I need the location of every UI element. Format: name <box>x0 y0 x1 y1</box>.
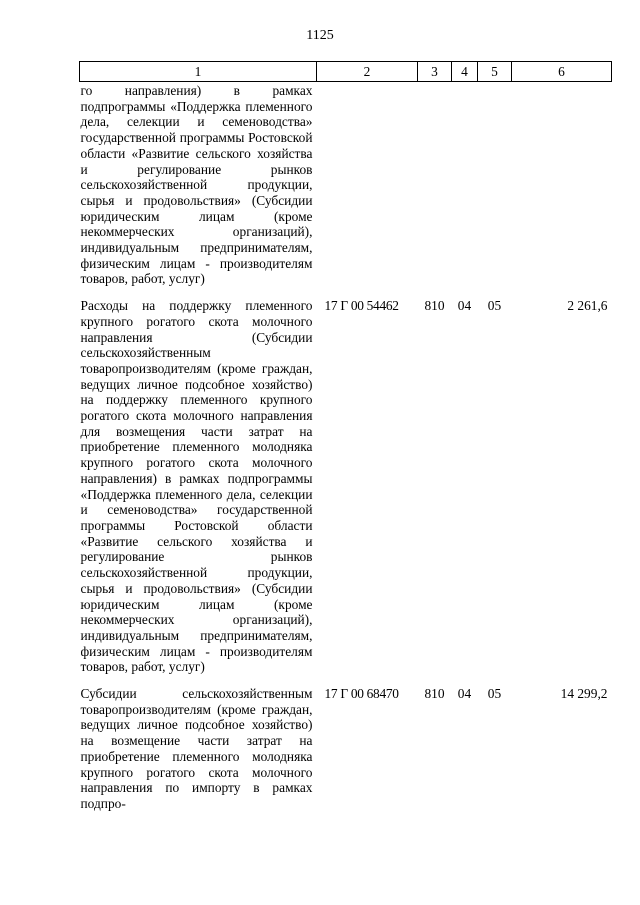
column-header-4: 4 <box>452 62 478 82</box>
row-description: го направления) в рамках подпрограммы «Поддержка племенного дела, селекции и семеноводства» государственной программы Ростовской области «Развитие сельского хозяйства и регулирование рынков сельскохозяйственной продукции, сырья и продовольствия» (Субсидии юридическим лицам (кроме некоммерческих организаций), индивидуальным предпринимателям, физическим лицам - производителям товаров, работ, услуг) <box>80 83 313 287</box>
row-expense-type: 810 <box>424 298 445 314</box>
row-expense-type: 810 <box>424 686 445 702</box>
table-header <box>80 62 612 82</box>
column-header-1: 1 <box>80 62 317 82</box>
row-subsection <box>478 82 512 299</box>
row-description: Расходы на поддержку племенного крупного рогатого скота молочного направления (Субсидии сельскохозяйственным товаропроизводителям (кроме граждан, ведущих личное подсобное хозяйство) на поддержку племенного крупного рогатого скота молочного направления для возмещения части затрат на приобретение племенного молодняка крупного рогатого скота молочного направления) в рамках подпрограммы «Поддержка племенного дела, селекции и семеноводства» государственной программы Ростовской области «Развитие сельского хозяйства и регулирование рынков сельскохозяйственной продукции, сырья и продовольствия» (Субсидии юридическим лицам (кроме некоммерческих организаций), индивидуальным предпринимателям, физическим лицам - производителям товаров, работ, услуг) <box>80 298 313 675</box>
row-target-code <box>317 82 418 299</box>
row-section: 04 <box>457 686 472 702</box>
table-row <box>80 686 612 812</box>
row-subsection: 05 <box>487 686 502 702</box>
row-amount: 14 299,2 <box>560 686 608 702</box>
table-body <box>80 82 612 812</box>
column-header-5: 5 <box>478 62 512 82</box>
row-subsection: 05 <box>487 298 502 314</box>
budget-table <box>79 61 612 812</box>
column-header-3: 3 <box>418 62 452 82</box>
row-section: 04 <box>457 298 472 314</box>
row-section <box>452 82 478 299</box>
row-expense-type <box>418 82 452 299</box>
row-amount: 2 261,6 <box>567 298 608 314</box>
row-description: Субсидии сельскохозяйственным товаропроизводителям (кроме граждан, ведущих личное подсобное хозяйство) на возмещение части затрат на приобретение племенного молодняка крупного рогатого скота молочного направления по импорту в рамках подпро- <box>80 686 313 811</box>
table-row <box>80 82 612 299</box>
row-amount <box>512 82 612 299</box>
row-target-code: 17 Г 00 68470 <box>324 686 399 702</box>
row-target-code: 17 Г 00 54462 <box>324 298 399 314</box>
column-header-2: 2 <box>317 62 418 82</box>
table-row <box>80 298 612 686</box>
page-number: 1125 <box>306 28 334 43</box>
column-header-6: 6 <box>512 62 612 82</box>
header-row <box>80 62 612 82</box>
